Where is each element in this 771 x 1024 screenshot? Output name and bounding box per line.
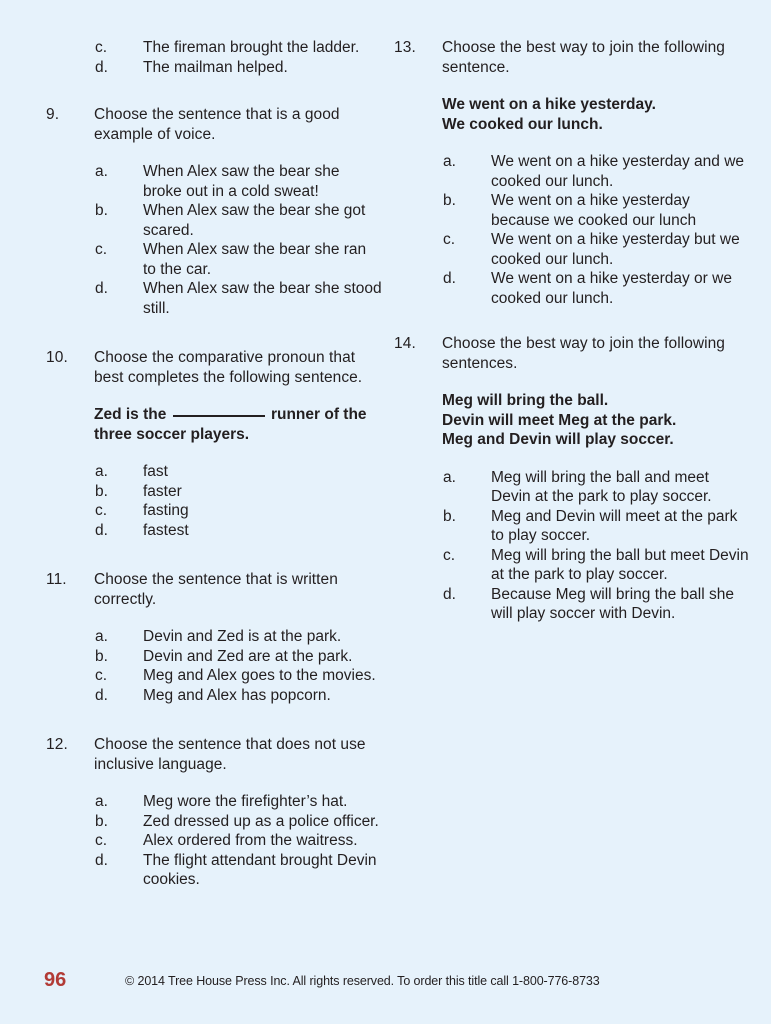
question-prompt-row <box>46 387 382 444</box>
option-letter: b. <box>95 647 108 665</box>
option-row[interactable] <box>95 38 382 58</box>
question-stem: Choose the best way to join the following sentence. <box>442 39 725 76</box>
options-list <box>46 792 382 890</box>
option-letter: c. <box>95 39 108 56</box>
option-text: The flight attendant brought Devin cookies. <box>143 851 377 888</box>
option-row[interactable] <box>95 240 382 279</box>
option-letter: b. <box>95 202 108 219</box>
question-prompt-row <box>394 77 749 134</box>
option-row[interactable] <box>95 521 382 541</box>
option-row[interactable] <box>95 792 382 812</box>
option-text: faster <box>143 482 182 500</box>
question-header <box>46 570 382 609</box>
option-text: Meg will bring the ball and meet Devin at the park to play soccer. <box>491 468 712 505</box>
question-stem: Choose the sentence that is a good example of voice. <box>94 106 340 143</box>
question-number: 12. <box>46 736 68 753</box>
option-text: We went on a hike yesterday but we cooked our lunch. <box>491 231 740 268</box>
question-12 <box>46 735 382 890</box>
option-row[interactable] <box>95 201 382 240</box>
option-text: fastest <box>143 521 189 539</box>
copyright-notice: © 2014 Tree House Press Inc. All rights reserved. To order this title call 1-800-776-8733 <box>125 974 600 988</box>
question-number: 13. <box>394 39 416 56</box>
spacer <box>46 318 382 348</box>
option-text: Meg and Alex goes to the movies. <box>143 667 376 684</box>
option-text: The fireman brought the ladder. <box>143 39 360 56</box>
option-row[interactable] <box>95 462 382 482</box>
sentence-line: Meg will bring the ball. <box>442 392 609 409</box>
blank-line <box>173 415 265 417</box>
option-text: Zed dressed up as a police officer. <box>143 812 379 830</box>
option-row[interactable] <box>95 812 382 832</box>
option-text: Because Meg will bring the ball she will play soccer with Devin. <box>491 585 734 622</box>
option-letter: d. <box>95 851 108 869</box>
question-14 <box>394 334 749 624</box>
option-row[interactable] <box>443 152 749 191</box>
question-number: 11. <box>46 571 67 588</box>
option-letter: a. <box>95 793 108 810</box>
prompt-suffix: runner of the three soccer players. <box>94 406 367 443</box>
prompt-prefix: Zed is the <box>94 406 171 423</box>
question-header <box>46 105 382 144</box>
question-header <box>46 348 382 387</box>
option-row[interactable] <box>443 269 749 308</box>
option-letter: d. <box>443 585 456 603</box>
option-row[interactable] <box>443 230 749 269</box>
option-letter: a. <box>95 463 108 480</box>
question-stem: Choose the best way to join the following sentences. <box>442 335 725 372</box>
question-stem: Choose the sentence that is written correctly. <box>94 571 338 608</box>
question-9 <box>46 105 382 318</box>
sentence-line: Devin will meet Meg at the park. <box>442 411 677 429</box>
option-text: The mailman helped. <box>143 58 288 76</box>
question-stem: Choose the comparative pronoun that best completes the following sentence. <box>94 349 363 386</box>
option-row[interactable] <box>95 58 382 78</box>
option-row[interactable] <box>443 191 749 230</box>
page-footer <box>0 968 771 994</box>
options-list <box>394 468 749 624</box>
spacer <box>394 308 749 334</box>
option-text: Devin and Zed are at the park. <box>143 647 353 665</box>
spacer <box>46 705 382 735</box>
options-list <box>46 462 382 540</box>
page-number: 96 <box>44 969 67 991</box>
question-header <box>46 735 382 774</box>
question-10 <box>46 348 382 540</box>
option-letter: c. <box>95 667 108 684</box>
option-text: Meg and Alex has popcorn. <box>143 686 331 704</box>
option-row[interactable] <box>95 482 382 502</box>
question-number: 14. <box>394 335 416 352</box>
option-row[interactable] <box>95 627 382 647</box>
option-letter: d. <box>95 280 108 297</box>
option-text: Alex ordered from the waitress. <box>143 832 358 849</box>
option-letter: d. <box>95 521 108 539</box>
question-number: 9. <box>46 106 60 123</box>
option-text: We went on a hike yesterday or we cooked our lunch. <box>491 270 732 307</box>
option-row[interactable] <box>95 162 382 201</box>
sentence-line: We went on a hike yesterday. <box>442 96 656 113</box>
options-list <box>46 162 382 318</box>
spacer <box>46 540 382 570</box>
options-list <box>394 152 749 308</box>
option-text: We went on a hike yesterday because we cooked our lunch <box>491 192 697 229</box>
option-row[interactable] <box>443 585 749 624</box>
question-11 <box>46 570 382 705</box>
option-row[interactable] <box>443 546 749 585</box>
options-list <box>46 627 382 705</box>
option-text: Meg wore the firefighter’s hat. <box>143 793 348 810</box>
fill-in-blank-prompt <box>94 405 382 444</box>
sentence-line: We cooked our lunch. <box>442 115 603 133</box>
two-column-layout <box>0 38 771 890</box>
option-letter: a. <box>95 163 108 180</box>
option-text: We went on a hike yesterday and we cooked our lunch. <box>491 153 745 190</box>
option-letter: d. <box>95 686 108 704</box>
option-letter: c. <box>443 546 456 564</box>
option-text: When Alex saw the bear she broke out in a cold sweat! <box>143 163 340 200</box>
option-text: When Alex saw the bear she ran to the car. <box>143 241 367 278</box>
option-letter: b. <box>95 482 108 500</box>
option-letter: b. <box>443 507 456 525</box>
option-text: When Alex saw the bear she stood still. <box>143 280 382 317</box>
option-letter: a. <box>443 468 456 486</box>
option-letter: d. <box>95 58 108 76</box>
option-letter: a. <box>95 628 108 645</box>
option-text: Meg and Devin will meet at the park to play soccer. <box>491 507 738 544</box>
right-column <box>390 38 771 624</box>
question-header <box>394 334 749 373</box>
option-letter: d. <box>443 270 456 287</box>
option-row[interactable] <box>95 686 382 706</box>
option-letter: b. <box>443 192 456 209</box>
option-row[interactable] <box>95 279 382 318</box>
question-prompt-row <box>394 373 749 450</box>
sentence-line: Meg and Devin will play soccer. <box>442 431 674 448</box>
option-letter: c. <box>443 231 456 248</box>
option-letter: c. <box>95 832 108 849</box>
question-number: 10. <box>46 349 68 366</box>
option-letter: c. <box>95 502 108 519</box>
option-row[interactable] <box>95 647 382 667</box>
question-13 <box>394 38 749 308</box>
option-row[interactable] <box>95 501 382 521</box>
carryover-options <box>46 38 382 77</box>
option-letter: c. <box>95 241 108 258</box>
left-column <box>0 38 390 890</box>
sentences-to-join <box>442 391 676 450</box>
option-letter: b. <box>95 812 108 830</box>
question-header <box>394 38 749 77</box>
sentences-to-join <box>442 95 656 134</box>
option-text: When Alex saw the bear she got scared. <box>143 202 366 239</box>
option-letter: a. <box>443 153 456 170</box>
option-row[interactable] <box>443 468 749 507</box>
option-row[interactable] <box>95 666 382 686</box>
question-stem: Choose the sentence that does not use inclusive language. <box>94 736 366 773</box>
option-text: Devin and Zed is at the park. <box>143 628 342 645</box>
option-text: fast <box>143 463 168 480</box>
option-row[interactable] <box>95 851 382 890</box>
option-row[interactable] <box>95 831 382 851</box>
option-text: Meg will bring the ball but meet Devin at the park to play soccer. <box>491 546 749 583</box>
option-text: fasting <box>143 502 189 519</box>
option-row[interactable] <box>443 507 749 546</box>
